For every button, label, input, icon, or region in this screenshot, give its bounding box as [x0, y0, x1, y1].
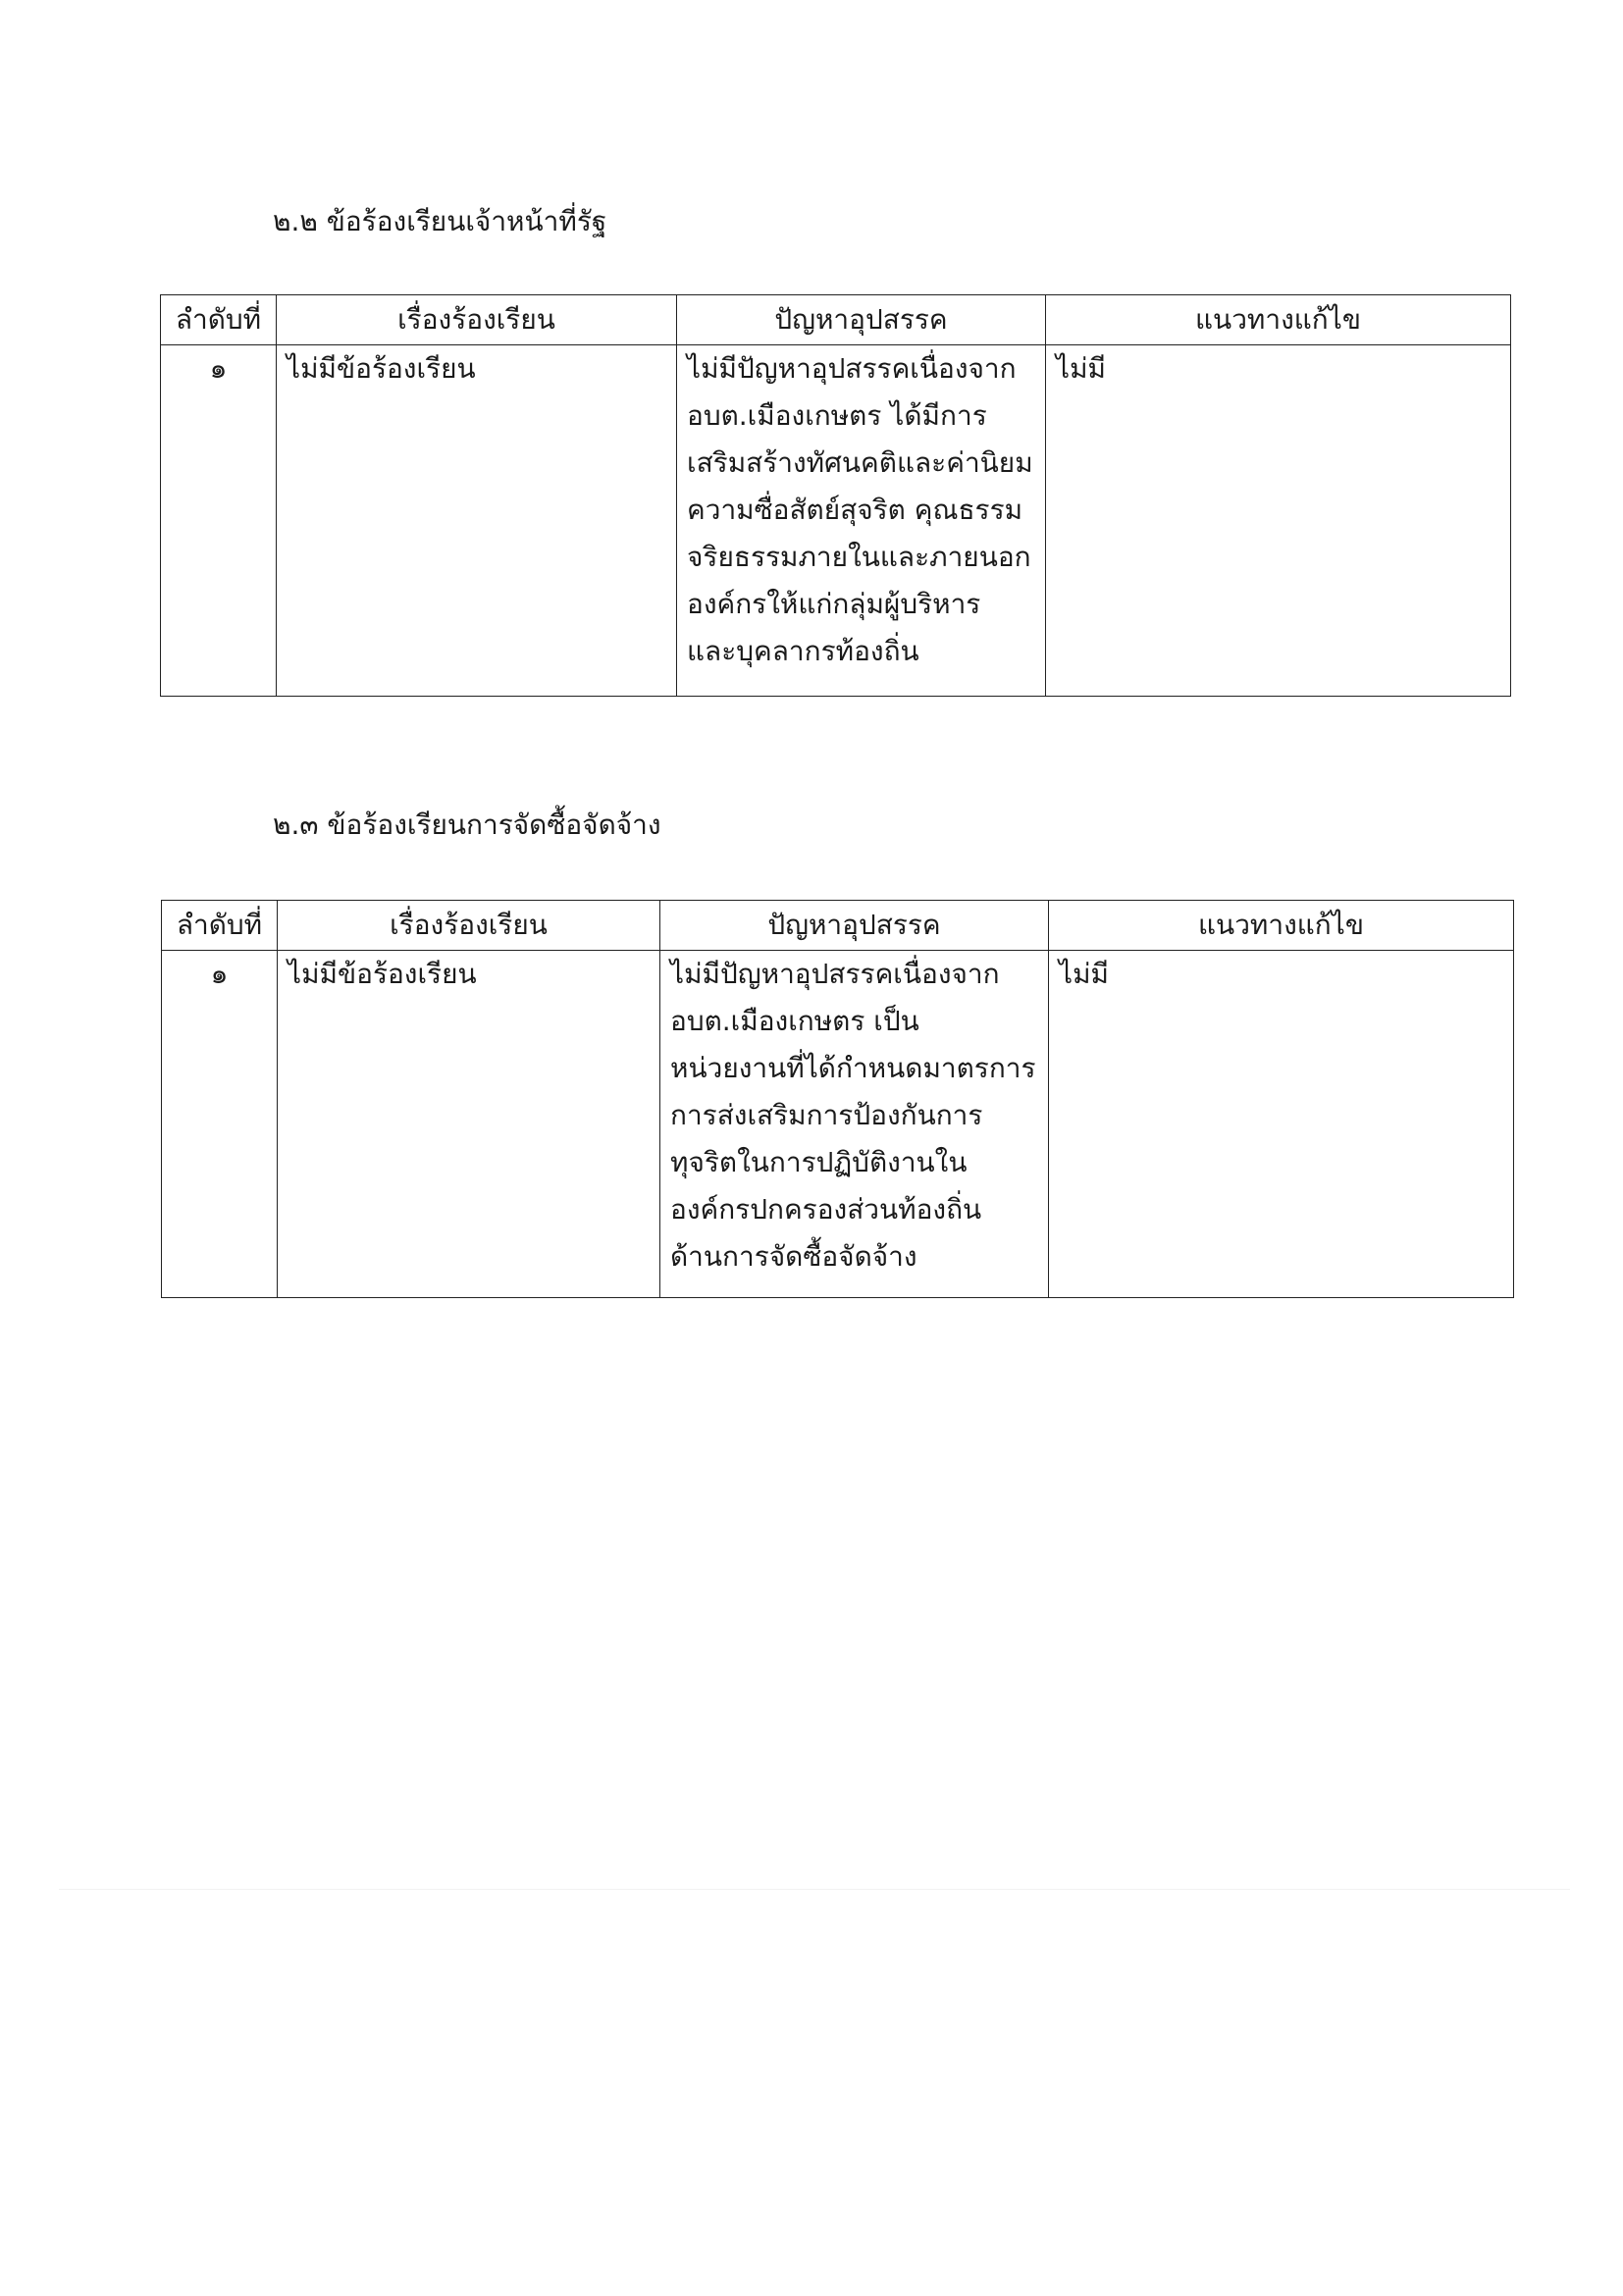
problem-line: องค์กรให้แก่กลุ่มผู้บริหาร: [687, 588, 981, 620]
scan-edge-divider: [59, 1889, 1570, 1890]
row-subject: ไม่มีข้อร้องเรียน: [277, 345, 677, 697]
problem-line: ด้านการจัดซื้อจัดจ้าง: [670, 1240, 917, 1273]
column-header-no: ลำดับที่: [162, 901, 278, 951]
problem-line: เสริมสร้างทัศนคติและค่านิยม: [687, 446, 1033, 479]
problem-line: องค์กรปกครองส่วนท้องถิ่น: [670, 1193, 982, 1226]
section-heading-officials: ๒.๒ ข้อร้องเรียนเจ้าหน้าที่รัฐ: [273, 205, 607, 237]
table-row: [162, 951, 1514, 1298]
table-header-row: [161, 295, 1511, 345]
problem-line: และบุคลากรท้องถิ่น: [687, 635, 919, 667]
column-header-subject: เรื่องร้องเรียน: [278, 901, 660, 951]
section-heading-procurement: ๒.๓ ข้อร้องเรียนการจัดซื้อจัดจ้าง: [273, 809, 661, 841]
column-header-solution: แนวทางแก้ไข: [1046, 295, 1511, 345]
problem-line: ความซื่อสัตย์สุจริต คุณธรรม: [687, 494, 1023, 526]
row-subject: ไม่มีข้อร้องเรียน: [278, 951, 660, 1298]
problem-line: ไม่มีปัญหาอุปสรรคเนื่องจาก: [687, 352, 1017, 385]
row-problem: [660, 951, 1049, 1298]
complaints-table-officials: [160, 294, 1511, 697]
problem-line: หน่วยงานที่ได้กำหนดมาตรการ: [670, 1052, 1036, 1084]
column-header-problem: ปัญหาอุปสรรค: [677, 295, 1046, 345]
column-header-solution: แนวทางแก้ไข: [1049, 901, 1514, 951]
problem-line: อบต.เมืองเกษตร เป็น: [670, 1005, 919, 1037]
column-header-problem: ปัญหาอุปสรรค: [660, 901, 1049, 951]
problem-line: ทุจริตในการปฏิบัติงานใน: [670, 1146, 968, 1178]
problem-line: ไม่มีปัญหาอุปสรรคเนื่องจาก: [670, 958, 1000, 990]
row-number: ๑: [161, 345, 277, 697]
problem-line: จริยธรรมภายในและภายนอก: [687, 541, 1031, 573]
row-number: ๑: [162, 951, 278, 1298]
column-header-no: ลำดับที่: [161, 295, 277, 345]
table-header-row: [162, 901, 1514, 951]
row-solution: ไม่มี: [1046, 345, 1511, 697]
problem-line: การส่งเสริมการป้องกันการ: [670, 1099, 983, 1131]
problem-line: อบต.เมืองเกษตร ได้มีการ: [687, 399, 987, 432]
table-row: [161, 345, 1511, 697]
row-problem: [677, 345, 1046, 697]
complaints-table-procurement: [161, 900, 1514, 1298]
row-solution: ไม่มี: [1049, 951, 1514, 1298]
column-header-subject: เรื่องร้องเรียน: [277, 295, 677, 345]
